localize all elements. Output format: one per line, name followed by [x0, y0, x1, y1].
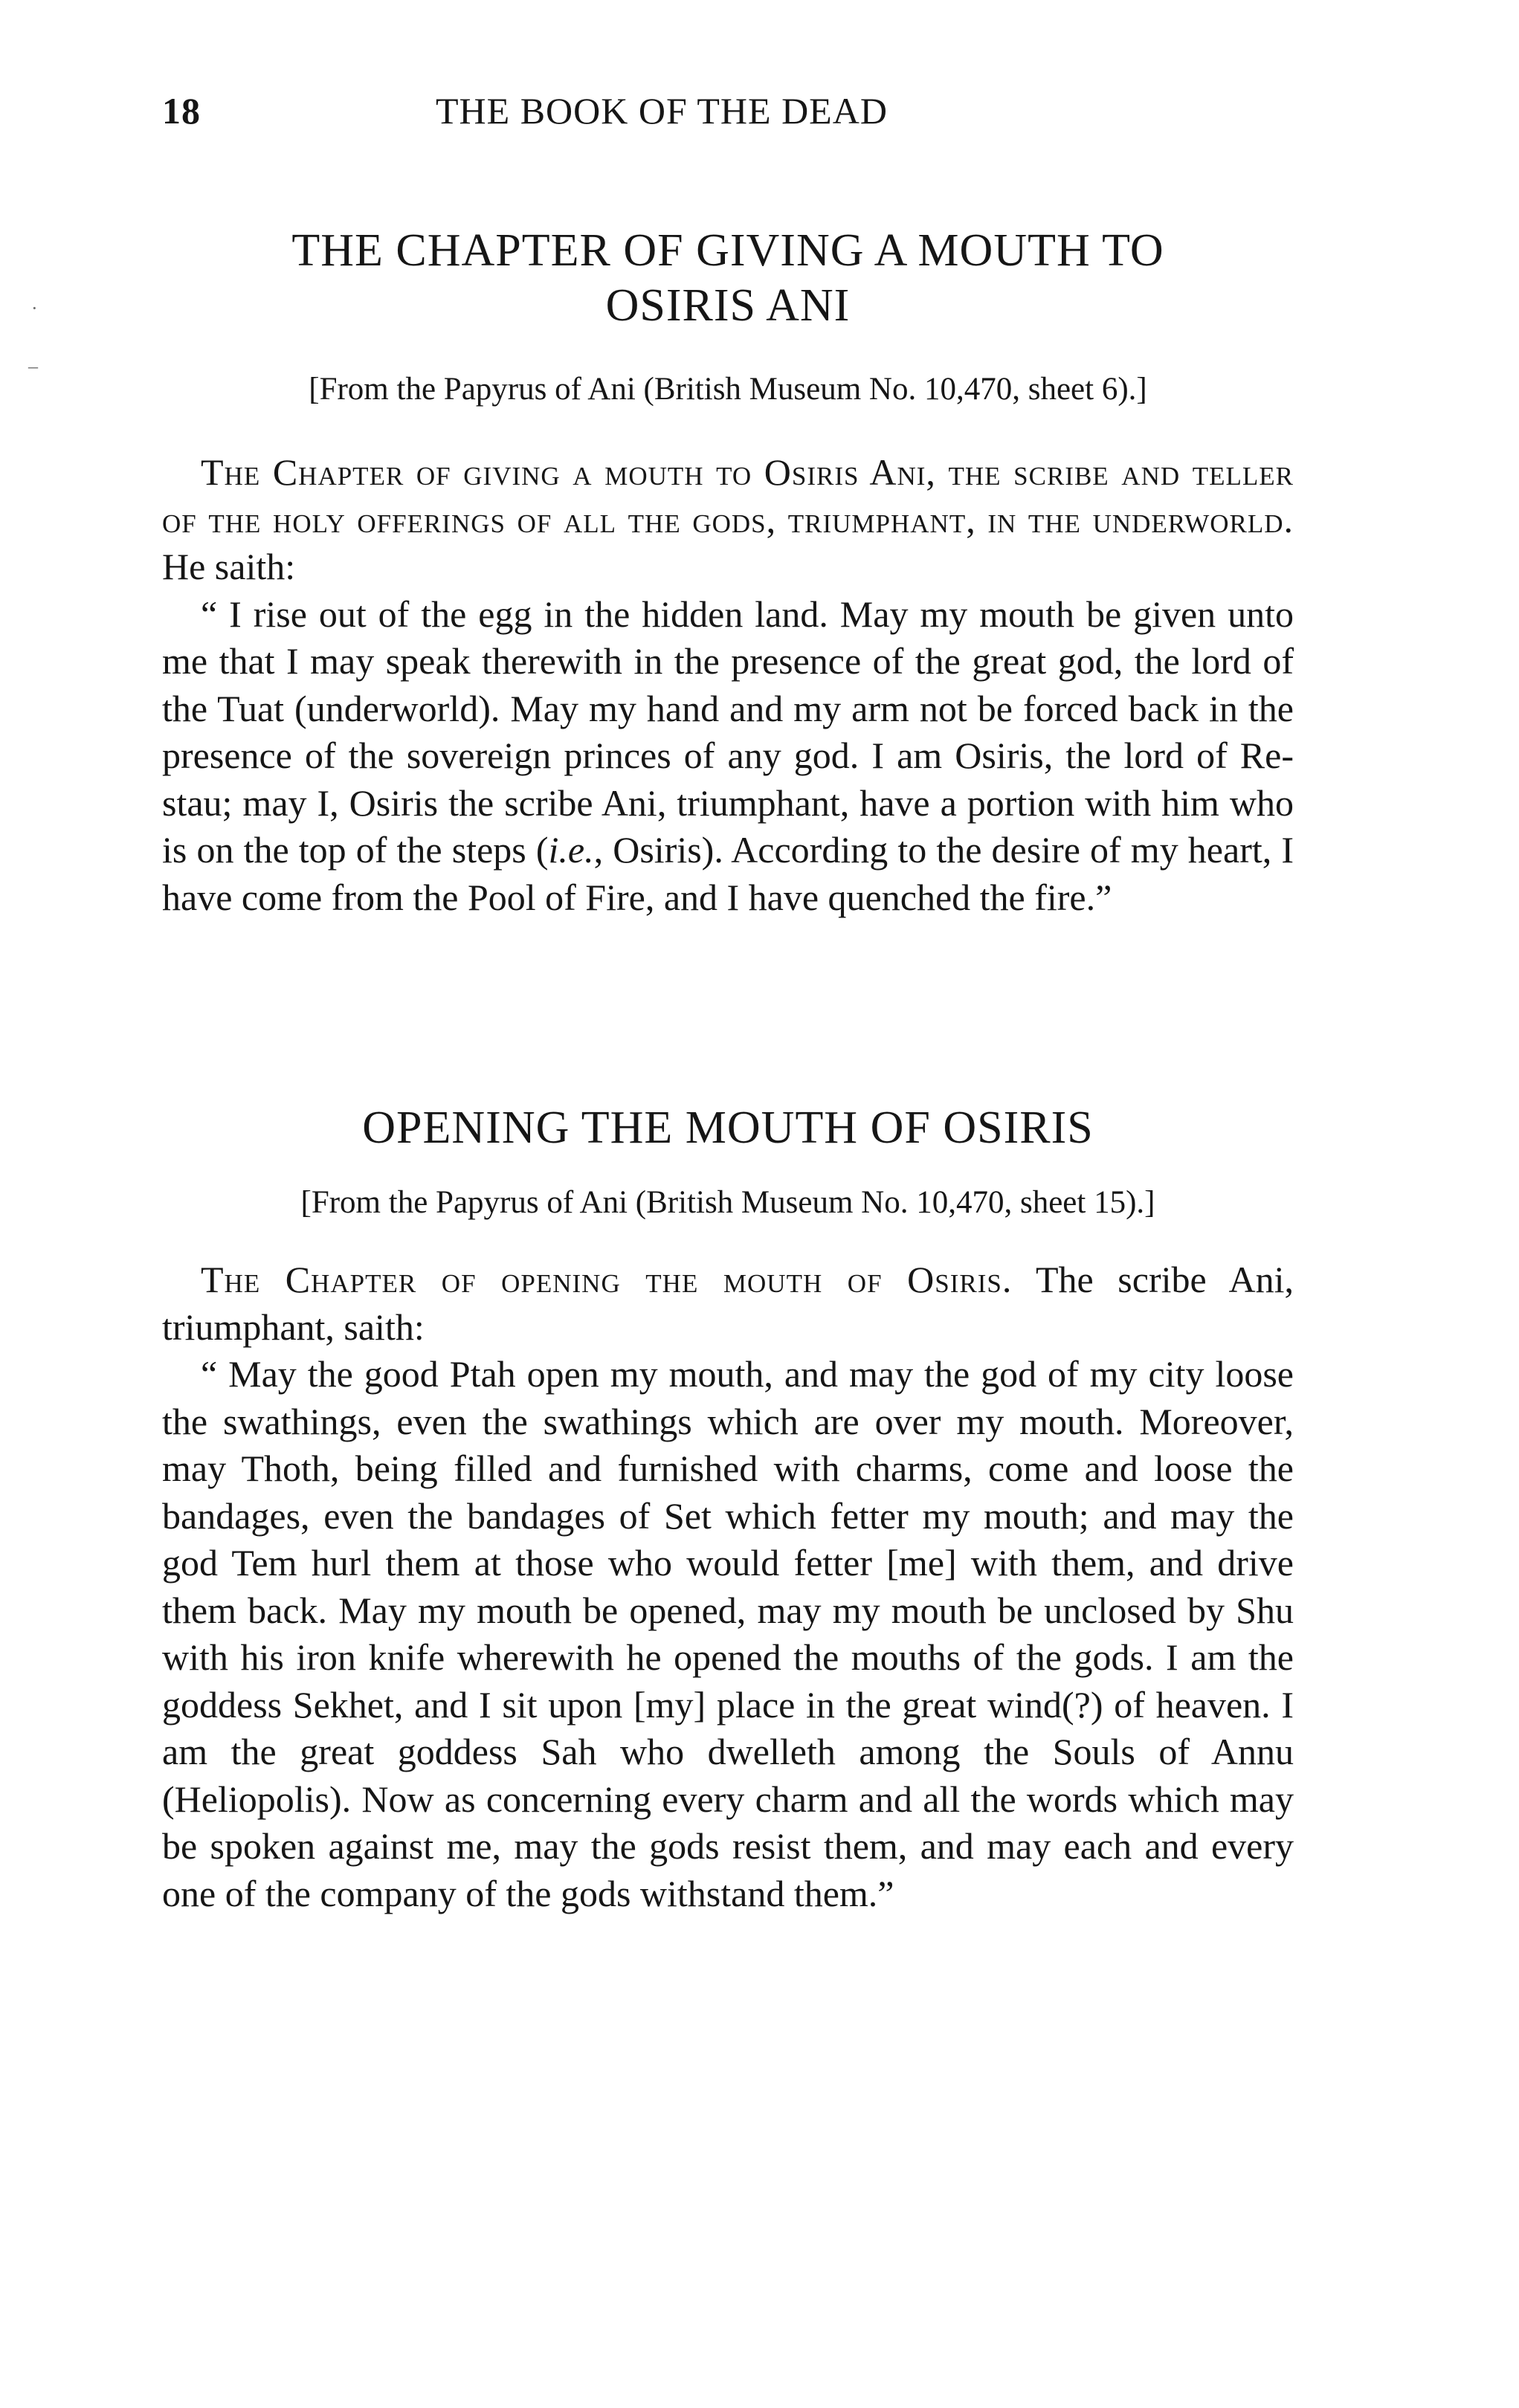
margin-specks: – — [28, 355, 38, 377]
running-head — [162, 89, 1292, 141]
chapter-speech-text: “ I rise out of the egg in the hidden land. May my mouth be given unto me that I may speak therewith in the presence of the great god, the lord of the Tuat (underworld). May my hand and my arm not be forced back in the presence of the sovereign princes of any god. I am Osiris, the lord of Re-stau; may I, Osiris the scribe Ani, triumphant, have a portion with him who is on the top of the steps ( — [162, 593, 1294, 871]
chapter-intro-opening-rest: The scribe Ani, triumphant, saith: — [162, 1259, 1294, 1348]
chapter-speech-ie: i.e. — [548, 829, 594, 871]
chapter-giving-mouth — [162, 223, 1294, 921]
chapter-intro-smallcaps: The Chapter of giving a mouth to Osiris Ani, the scribe and teller of the holy offerings of all the gods, triumphant, in the underworld. — [162, 451, 1294, 540]
chapter-title-line-2: OSIRIS ANI — [605, 280, 851, 331]
book-title: THE BOOK OF THE DEAD — [436, 90, 888, 132]
source-note: [From the Papyrus of Ani (British Museum No. 10,470, sheet 6).] — [309, 372, 1147, 407]
chapter-intro — [162, 449, 1294, 591]
chapter-intro-opening-smallcaps: The Chapter of opening the mouth of Osiris. — [201, 1259, 1013, 1300]
page-number: 18 — [162, 90, 201, 132]
source-note-opening: [From the Papyrus of Ani (British Museum No. 10,470, sheet 15).] — [300, 1185, 1155, 1220]
chapter-speech-end: , Osiris). According to the desire of my heart, I have come from the Pool of Fire, and I have quenched the fire.” — [162, 829, 1294, 918]
margin-specks: · — [31, 297, 38, 319]
chapter-title — [162, 223, 1294, 333]
chapter-intro-rest: He saith: — [162, 546, 296, 587]
chapter-opening-mouth — [162, 1100, 1294, 1917]
chapter-title-opening: OPENING THE MOUTH OF OSIRIS — [362, 1103, 1094, 1153]
chapter-speech-opening: “ May the good Ptah open my mouth, and may the god of my city loose the swathings, even the swathings which are over my mouth. Moreover, may Thoth, being filled and furnished with charms, come and loose the bandages, even the bandages of Set which fetter my mouth; and may the god Tem hurl them at those who would fetter [me] with them, and drive them back. May my mouth be opened, may my mouth be unclosed by Shu with his iron knife wherewith he opened the mouths of the gods. I am the goddess Sekhet, and I sit upon [my] place in the great wind(?) of heaven. I am the great goddess Sah who dwelleth among the Souls of Annu (Heliopolis). Now as concerning every charm and all the words which may be spoken against me, may the gods resist them, and may each and every one of the company of the gods withstand them.” — [162, 1353, 1294, 1914]
chapter-title-line-1: THE CHAPTER OF GIVING A MOUTH TO — [291, 225, 1164, 276]
chapter-speech — [162, 591, 1294, 922]
chapter-intro-opening — [162, 1256, 1294, 1351]
